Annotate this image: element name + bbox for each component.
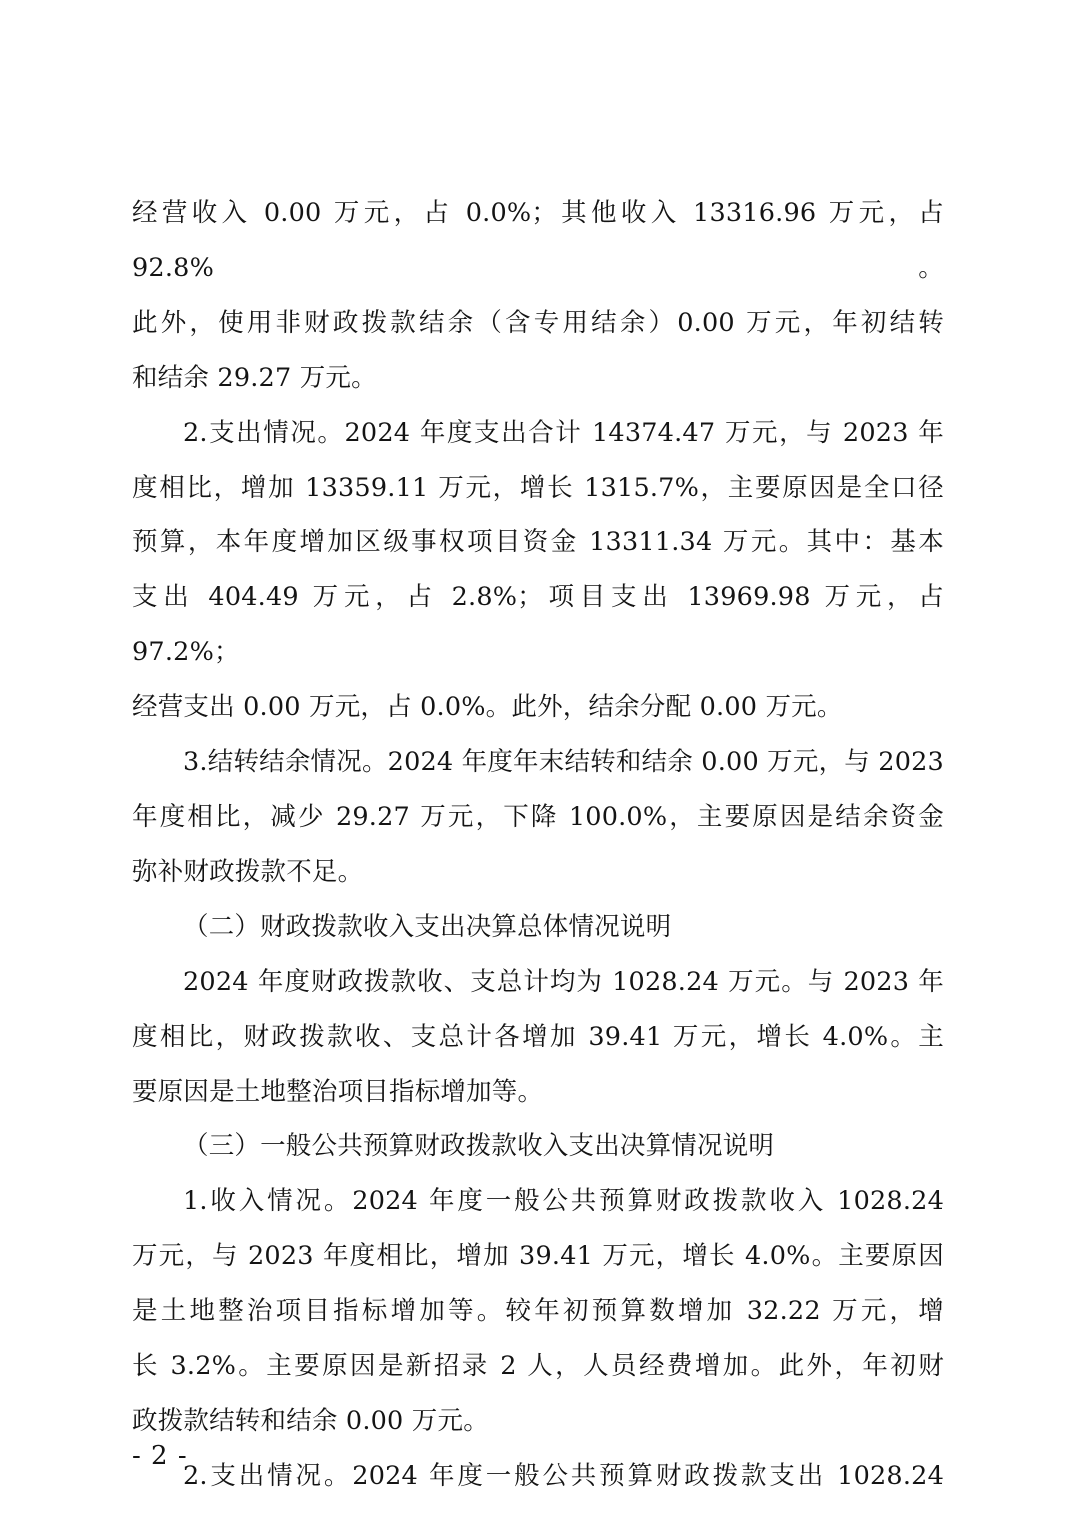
text-line: 弥补财政拨款不足。 [132, 856, 364, 887]
text-line: 经营支出 0.00 万元，占 0.0%。此外，结余分配 0.00 万元。 [132, 692, 843, 723]
section-heading: （三）一般公共预算财政拨款收入支出决算情况说明 [183, 1131, 775, 1162]
text-line: 度相比，增加 13359.11 万元，增长 1315.7%，主要原因是全口径 [132, 472, 944, 503]
section-heading: （二）财政拨款收入支出决算总体情况说明 [183, 911, 672, 942]
text-line: 2024 年度财政拨款收、支总计均为 1028.24 万元。与 2023 年 [183, 966, 944, 997]
text-line: 1.收入情况。2024 年度一般公共预算财政拨款收入 1028.24 [183, 1186, 944, 1217]
page-number: - 2 - [132, 1441, 188, 1471]
text-line: 3.结转结余情况。2024 年度年末结转和结余 0.00 万元，与 2023 [183, 747, 944, 778]
text-line: 度相比，财政拨款收、支总计各增加 39.41 万元，增长 4.0%。主 [132, 1021, 944, 1052]
text-line: 2.支出情况。2024 年度支出合计 14374.47 万元，与 2023 年 [183, 417, 944, 448]
text-line: 要原因是土地整治项目指标增加等。 [132, 1076, 544, 1107]
text-line: 政拨款结转和结余 0.00 万元。 [132, 1405, 489, 1436]
text-line: 预算，本年度增加区级事权项目资金 13311.34 万元。其中：基本 [132, 527, 944, 558]
text-line: 长 3.2%。主要原因是新招录 2 人，人员经费增加。此外，年初财 [132, 1351, 944, 1382]
text-line: 万元，与 2023 年度相比，增加 39.41 万元，增长 4.0%。主要原因 [132, 1241, 944, 1272]
text-line: 年度相比，减少 29.27 万元，下降 100.0%，主要原因是结余资金 [132, 801, 944, 832]
text-line: 此外，使用非财政拨款结余（含专用结余）0.00 万元，年初结转 [132, 307, 944, 338]
text-line: 经营收入 0.00 万元，占 0.0%；其他收入 13316.96 万元，占 92.8%。 [132, 198, 944, 283]
document-body [132, 186, 944, 1504]
text-line: 和结余 29.27 万元。 [132, 362, 377, 393]
text-line: 支出 404.49 万元，占 2.8%；项目支出 13969.98 万元，占 97.2%； [132, 582, 944, 668]
text-line: 2.支出情况。2024 年度一般公共预算财政拨款支出 1028.24 [183, 1460, 944, 1491]
text-line: 是土地整治项目指标增加等。较年初预算数增加 32.22 万元，增 [132, 1296, 944, 1327]
